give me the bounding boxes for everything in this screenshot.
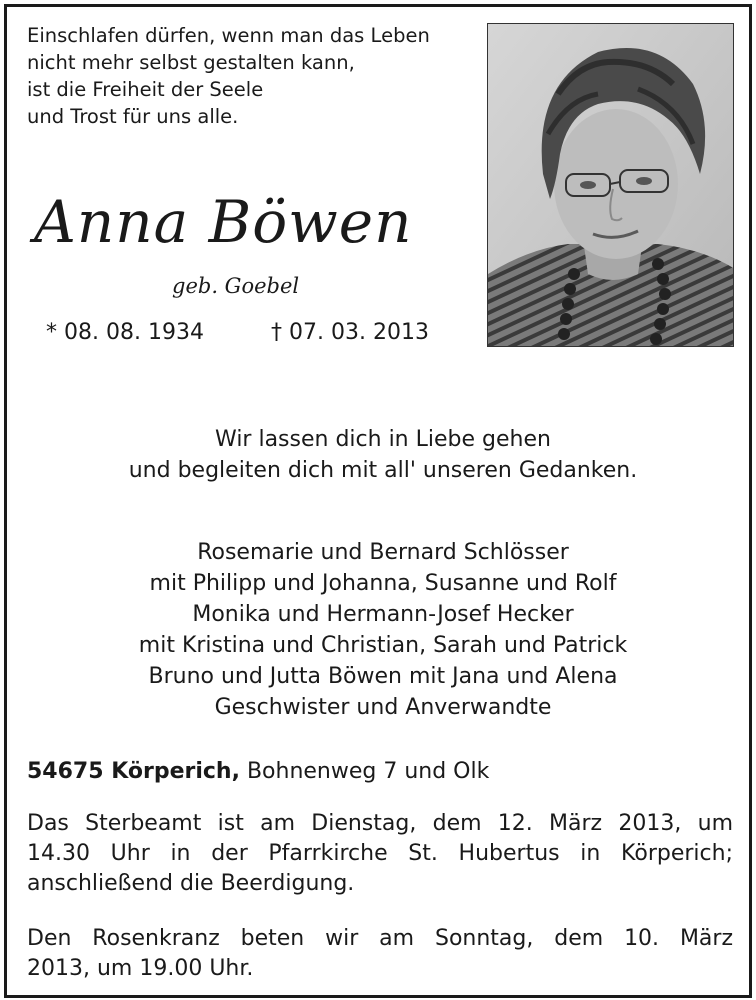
mourners-list <box>30 537 736 723</box>
rosary-line: 2013, um 19.00 Uhr. <box>27 956 254 981</box>
funeral-service-text <box>27 809 733 899</box>
service-line: Das Sterbeamt ist am Dienstag, dem 12. März 2013, um <box>27 811 733 836</box>
rosary-line: Den Rosenkranz beten wir am Sonntag, dem 10. März <box>27 926 733 951</box>
service-line: 14.30 Uhr in der Pfarrkirche St. Hubertus in Körperich; <box>27 841 733 866</box>
motto-line: ist die Freiheit der Seele <box>27 78 264 101</box>
rosary-text <box>27 924 733 984</box>
verse-line: Wir lassen dich in Liebe gehen <box>215 427 551 452</box>
maiden-name: geb. Goebel <box>172 274 300 298</box>
address-place: 54675 Körperich, <box>27 759 240 784</box>
motto-verse <box>27 22 487 130</box>
verse-line: und begleiten dich mit all' unseren Gedanken. <box>128 458 638 483</box>
mourner-line: Bruno und Jutta Böwen mit Jana und Alena <box>148 664 618 689</box>
deceased-name: Anna Böwen <box>34 188 413 256</box>
mourner-line: mit Philipp und Johanna, Susanne und Rolf <box>149 571 617 596</box>
farewell-verse <box>30 424 736 486</box>
motto-line: Einschlafen dürfen, wenn man das Leben <box>27 24 430 47</box>
mourner-line: Monika und Hermann-Josef Hecker <box>192 602 574 627</box>
address-street: Bohnenweg 7 und Olk <box>239 759 490 784</box>
portrait-photo <box>487 23 734 347</box>
motto-line: und Trost für uns alle. <box>27 105 239 128</box>
birth-date: * 08. 08. 1934 <box>46 320 204 345</box>
mourner-line: mit Kristina und Christian, Sarah und Patrick <box>138 633 628 658</box>
motto-line: nicht mehr selbst gestalten kann, <box>27 51 355 74</box>
mourner-line: Geschwister und Anverwandte <box>214 695 552 720</box>
mourner-line: Rosemarie und Bernard Schlösser <box>197 540 569 565</box>
service-line: anschließend die Beerdigung. <box>27 871 355 896</box>
death-date: † 07. 03. 2013 <box>271 320 429 345</box>
portrait-photo-icon <box>488 24 734 347</box>
address-line <box>27 757 489 787</box>
